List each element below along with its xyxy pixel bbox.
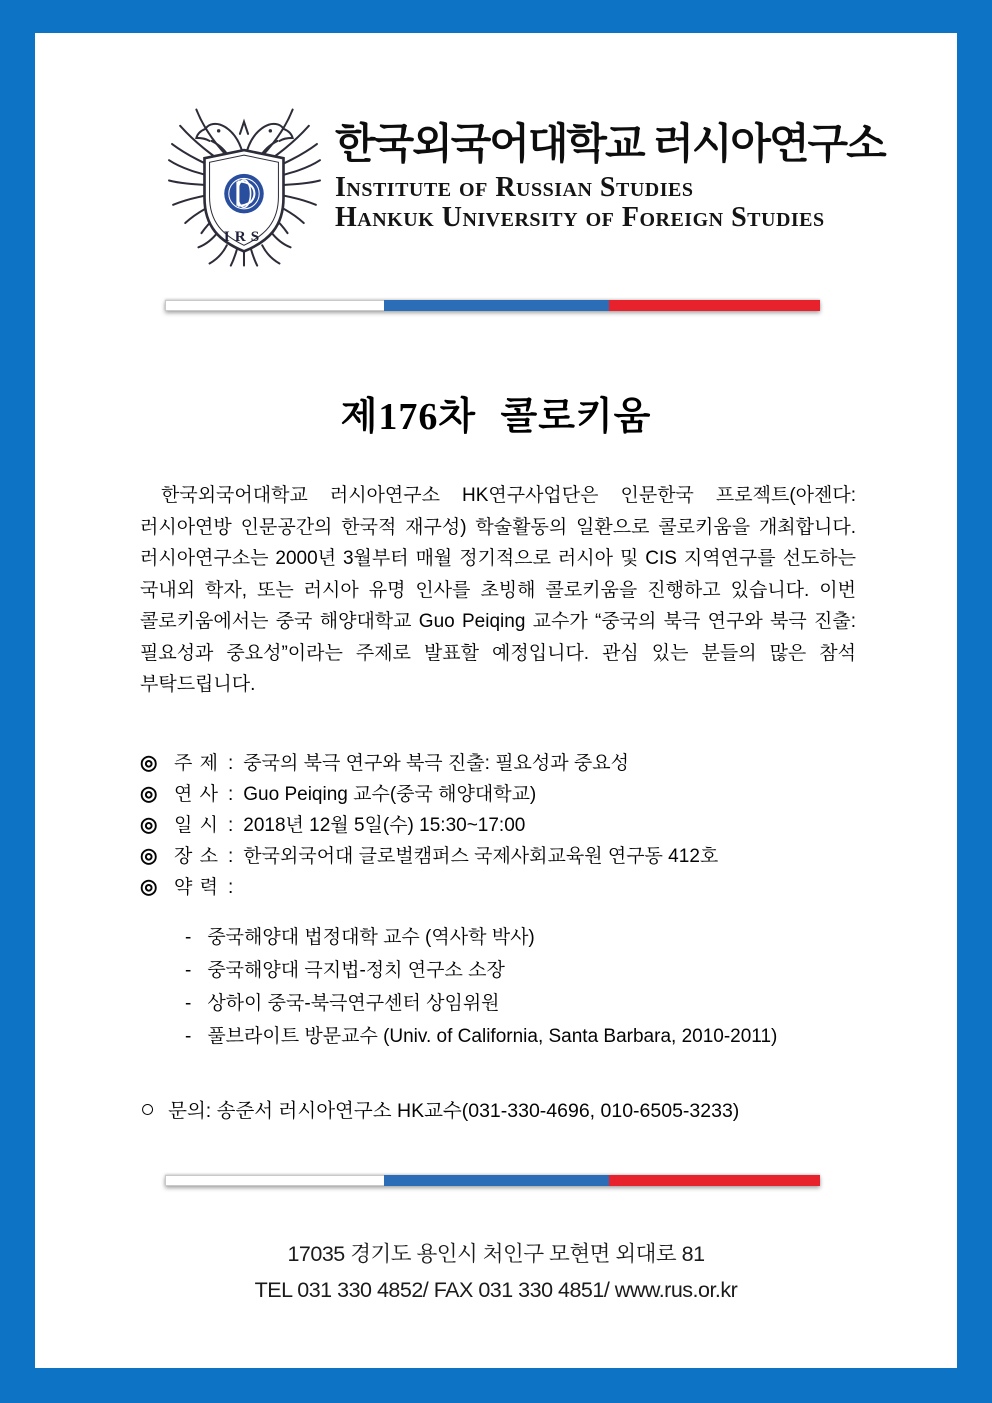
detail-colon: : xyxy=(228,784,234,805)
dash-bullet-icon: - xyxy=(185,1026,192,1047)
career-item xyxy=(140,922,900,955)
hufs-globe-emblem-icon xyxy=(224,174,264,214)
divider-white-segment xyxy=(165,300,384,311)
detail-row-datetime xyxy=(140,810,900,841)
career-list xyxy=(140,922,900,1054)
footer-address: 17035 경기도 용인시 처인구 모현면 외대로 81 xyxy=(287,1242,705,1266)
detail-label: 약 력 xyxy=(174,877,219,898)
org-title-english-line1: Institute of Russian Studies xyxy=(335,172,694,203)
document-sheet xyxy=(35,33,957,1368)
tricolor-divider-top xyxy=(165,300,820,311)
detail-label: 장 소 xyxy=(174,846,219,867)
org-title-english-line2: Hankuk University of Foreign Studies xyxy=(335,202,825,233)
detail-value: 한국외국어대 글로벌캠퍼스 국제사회교육원 연구동 412호 xyxy=(243,846,719,867)
colloquium-title: 제176차 콜로키움 xyxy=(340,396,652,438)
detail-colon: : xyxy=(228,846,234,867)
career-text: 상하이 중국-북극연구센터 상임위원 xyxy=(207,993,500,1014)
dash-bullet-icon: - xyxy=(185,927,192,948)
inquiry-text: 문의: 송준서 러시아연구소 HK교수(031-330-4696, 010-6505-3233) xyxy=(168,1100,740,1122)
divider-white-segment xyxy=(165,1175,384,1186)
career-item xyxy=(140,955,900,988)
logo-irs-label: IRS xyxy=(223,228,265,246)
inquiry-row xyxy=(140,1095,920,1123)
career-text: 중국해양대 법정대학 교수 (역사학 박사) xyxy=(207,927,535,948)
double-headed-eagle-icon xyxy=(166,99,323,267)
eagle-eye-right xyxy=(269,129,272,132)
institute-header xyxy=(335,119,935,233)
footer-contact-line: TEL 031 330 4852/ FAX 031 330 4851/ www.rus.or.kr xyxy=(254,1278,738,1302)
event-details-list xyxy=(140,748,900,903)
double-circle-bullet-icon: ◎ xyxy=(140,814,158,836)
double-circle-bullet-icon: ◎ xyxy=(140,845,158,867)
detail-label: 일 시 xyxy=(174,815,219,836)
career-text: 중국해양대 극지법-정치 연구소 소장 xyxy=(207,960,505,981)
divider-red-segment xyxy=(609,300,820,311)
detail-value: 2018년 12월 5일(수) 15:30~17:00 xyxy=(243,815,526,836)
tricolor-divider-bottom xyxy=(165,1175,820,1186)
detail-row-career xyxy=(140,872,900,903)
org-title-korean: 한국외국어대학교 러시아연구소 xyxy=(335,120,885,167)
divider-blue-segment xyxy=(384,1175,609,1186)
detail-label: 연 사 xyxy=(174,784,219,805)
divider-blue-segment xyxy=(384,300,609,311)
detail-colon: : xyxy=(228,877,234,898)
career-text: 풀브라이트 방문교수 (Univ. of California, Santa Barbara, 2010-2011) xyxy=(207,1026,778,1047)
divider-red-segment xyxy=(609,1175,820,1186)
dash-bullet-icon: - xyxy=(185,993,192,1014)
circle-bullet-icon: ○ xyxy=(140,1094,156,1123)
career-item xyxy=(140,1021,900,1054)
detail-value: 중국의 북극 연구와 북극 진출: 필요성과 중요성 xyxy=(243,753,629,774)
detail-label: 주 제 xyxy=(174,753,219,774)
detail-colon: : xyxy=(228,753,234,774)
dash-bullet-icon: - xyxy=(185,960,192,981)
detail-colon: : xyxy=(228,815,234,836)
career-item xyxy=(140,988,900,1021)
detail-value: Guo Peiqing 교수(중국 해양대학교) xyxy=(243,784,537,805)
irs-eagle-logo xyxy=(166,99,323,267)
double-circle-bullet-icon: ◎ xyxy=(140,783,158,805)
detail-row-speaker xyxy=(140,779,900,810)
double-circle-bullet-icon: ◎ xyxy=(140,752,158,774)
intro-paragraph: 한국외국어대학교 러시아연구소 HK연구사업단은 인문한국 프로젝트(아젠다: 러시아연방 인문공간의 한국적 재구성) 학술활동의 일환으로 콜로키움을 개최합니다. 러시아연구소는 2000년 3월부터 매월 정기적으로 러시아 및 CIS 지역연구를 선도하는 국내외 학자, 또는 러시아 유명 인사를 초빙해 콜로키움을 진행하고 있습니다. 이번 콜로키움에서는 중국 해양대학교 Guo Peiqing 교수가 “중국의 북극 연구와 북극 진출: 필요성과 중요성”이라는 주제로 발표할 예정입니다. 관심 있는 분들의 많은 참석 부탁드립니다. xyxy=(140,485,856,695)
double-circle-bullet-icon: ◎ xyxy=(140,876,158,898)
footer xyxy=(35,1236,957,1308)
detail-row-venue xyxy=(140,841,900,872)
eagle-eye-left xyxy=(217,129,220,132)
detail-row-topic xyxy=(140,748,900,779)
